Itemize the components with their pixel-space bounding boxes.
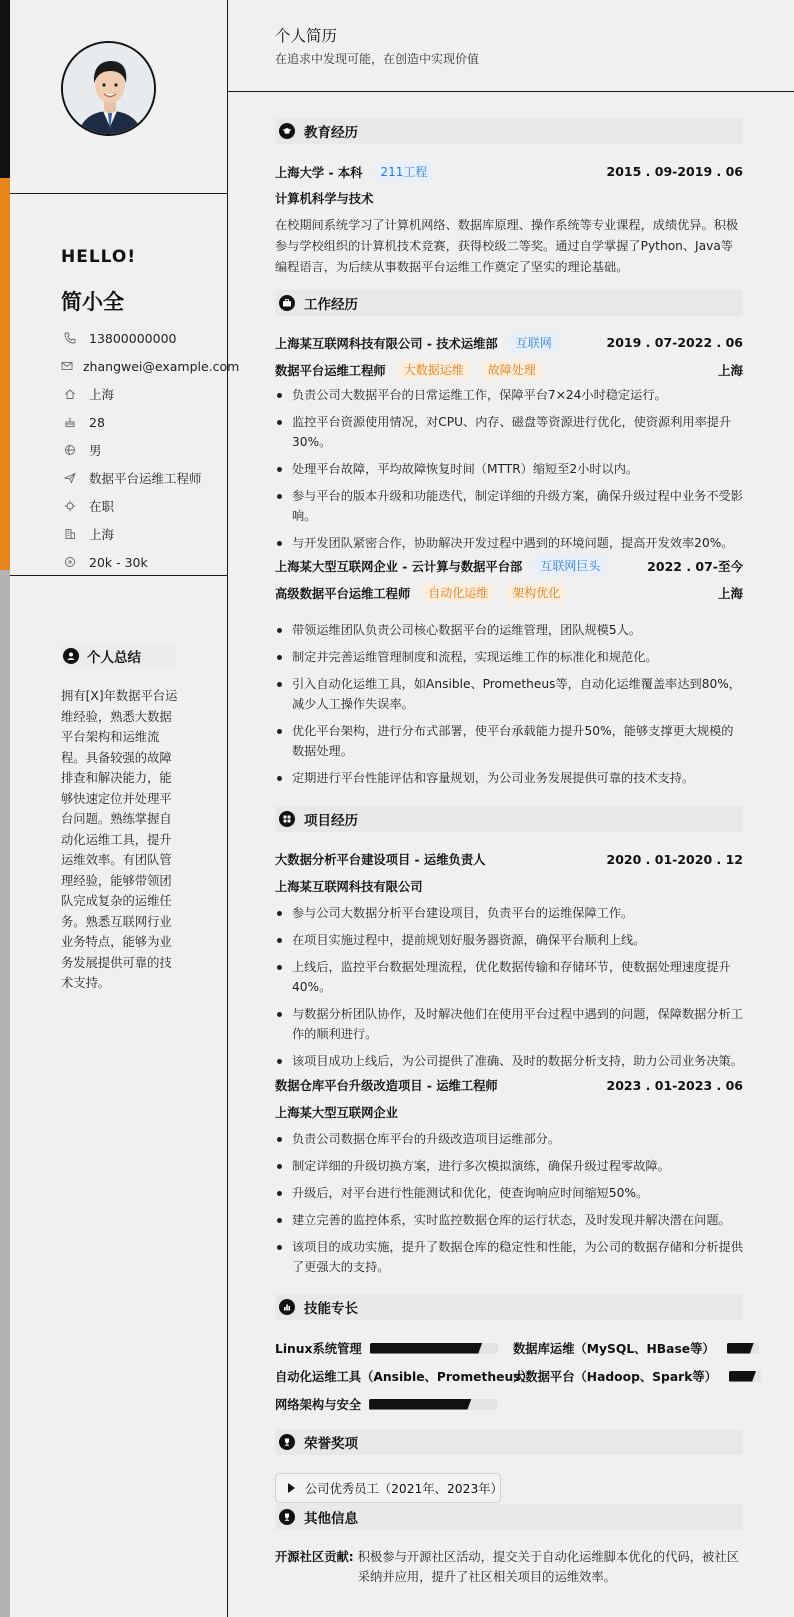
education-school-row <box>275 162 743 181</box>
trophy-icon <box>279 1509 295 1525</box>
user-icon <box>63 648 79 664</box>
skill-bar-fill <box>727 1343 754 1354</box>
page-subtitle: 在追求中发现可能，在创造中实现价值 <box>275 52 480 66</box>
info-text: 数据平台运维工程师 <box>89 471 202 486</box>
info-status <box>61 492 226 520</box>
list-item: 参与平台的版本升级和功能迭代，制定详细的升级方案，确保升级过程中业务不受影响。 <box>275 486 745 526</box>
sidebar-stripe-orange <box>0 178 10 570</box>
skill-item <box>275 1339 498 1357</box>
skills-heading <box>275 1294 743 1320</box>
salary-icon <box>61 555 79 569</box>
info-text: 上海 <box>89 527 115 542</box>
work-heading-text: 工作经历 <box>304 297 358 313</box>
other-info <box>275 1547 745 1587</box>
header-divider <box>228 91 794 92</box>
info-gender <box>61 436 226 464</box>
award-item[interactable] <box>275 1473 501 1503</box>
education-major: 计算机科学与技术 <box>275 192 374 206</box>
chart-icon <box>279 1299 295 1315</box>
skill-name: 自动化运维工具（Ansible、Prometheus） <box>275 1370 533 1384</box>
list-item: 制定详细的升级切换方案，进行多次模拟演练，确保升级过程零故障。 <box>275 1156 745 1176</box>
info-text: 男 <box>89 443 102 458</box>
info-age <box>61 408 226 436</box>
list-item: 参与公司大数据分析平台建设项目，负责平台的运维保障工作。 <box>275 903 745 923</box>
list-item: 与数据分析团队协作，及时解决他们在使用平台过程中遇到的问题，保障数据分析工作的顺利进行。 <box>275 1004 745 1044</box>
school-name: 上海大学 - 本科 <box>275 165 363 180</box>
info-location <box>61 380 226 408</box>
job-company: 上海某大型互联网企业 - 云计算与数据平台部 <box>275 559 523 574</box>
sidebar-divider-top <box>10 193 228 194</box>
info-text: 13800000000 <box>89 330 177 346</box>
job-company-tag: 互联网 <box>510 333 558 352</box>
list-item: 引入自动化运维工具，如Ansible、Prometheus等，自动化运维覆盖率达到80%，减少人工操作失误率。 <box>275 674 745 714</box>
job-company-row <box>275 556 743 575</box>
school-tag: 211工程 <box>374 162 433 181</box>
project-name: 大数据分析平台建设项目 - 运维负责人 <box>275 853 486 867</box>
projects-heading-text: 项目经历 <box>304 813 358 829</box>
summary-heading-text: 个人总结 <box>87 650 141 666</box>
summary-heading <box>61 645 176 667</box>
skill-bar-fill <box>369 1399 471 1410</box>
award-text: 公司优秀员工（2021年、2023年） <box>305 1482 503 1496</box>
project-org: 上海某大型互联网企业 <box>275 1106 398 1120</box>
other-heading <box>275 1504 743 1530</box>
work-heading <box>275 290 743 316</box>
phone-icon <box>61 331 79 345</box>
info-email <box>61 352 240 380</box>
job-tag: 自动化运维 <box>422 583 494 602</box>
info-text: 在职 <box>89 499 115 514</box>
cake-icon <box>61 415 79 429</box>
skill-item <box>513 1367 761 1385</box>
job-role: 数据平台运维工程师 <box>275 363 386 378</box>
list-item: 带领运维团队负责公司核心数据平台的运维管理，团队规模5人。 <box>275 620 745 640</box>
job-company-row <box>275 333 743 352</box>
send-icon <box>61 471 79 485</box>
skill-name: Linux系统管理 <box>275 1342 362 1356</box>
other-text: 积极参与开源社区活动，提交关于自动化运维脚本优化的代码，被社区采纳并应用，提升了社区相关项目的运维效率。 <box>357 1550 739 1584</box>
job-bullets <box>275 385 745 560</box>
briefcase-icon <box>279 295 295 311</box>
job-company: 上海某互联网科技有限公司 - 技术运维部 <box>275 336 498 351</box>
skill-name: 网络架构与安全 <box>275 1398 362 1412</box>
building-icon <box>61 527 79 541</box>
job-tag: 大数据运维 <box>398 360 470 379</box>
avatar <box>61 41 156 136</box>
list-item: 负责公司数据仓库平台的升级改造项目运维部分。 <box>275 1129 745 1149</box>
info-phone <box>61 324 226 352</box>
info-text: zhangwei@example.com <box>83 358 240 374</box>
awards-heading <box>275 1429 743 1455</box>
summary-text: 拥有[X]年数据平台运维经验，熟悉大数据平台架构和运维流程。具备较强的故障排查和解决能力，能够快速定位并处理平台问题。熟练掌握自动化运维工具，提升运维效率。有团队管理经验，能够带领团队完成复杂的运维任务。熟悉互联网行业业务特点，能够为业务发展提供可靠的技术支持。 <box>61 689 178 990</box>
job-company-tag: 互联网巨头 <box>534 556 606 575</box>
job-date: 2022 . 07-至今 <box>647 558 743 574</box>
list-item: 优化平台架构，进行分布式部署，使平台承载能力提升50%，能够支撑更大规模的数据处理。 <box>275 721 745 761</box>
education-description: 在校期间系统学习了计算机网络、数据库原理、操作系统等专业课程，成绩优异。积极参与学校组织的计算机技术竞赛，获得校级二等奖。通过自学掌握了Python、Java等编程语言，为后续从事数据平台运维工作奠定了坚实的理论基础。 <box>275 218 739 274</box>
job-role-row <box>275 583 743 602</box>
info-city <box>61 520 226 548</box>
caret-right-icon <box>288 1483 295 1493</box>
skill-bar-fill <box>370 1343 483 1354</box>
sidebar-stripe-gray <box>0 570 10 1617</box>
project-bullets <box>275 903 745 1078</box>
status-icon <box>61 499 79 513</box>
project-bullets <box>275 1129 745 1284</box>
list-item: 监控平台资源使用情况，对CPU、内存、磁盘等资源进行优化，使资源利用率提升30%。 <box>275 412 745 452</box>
project-date: 2020 . 01-2020 . 12 <box>606 851 743 867</box>
education-heading <box>275 118 743 144</box>
project-org-row <box>275 1103 743 1121</box>
job-city: 上海 <box>717 362 743 378</box>
list-item: 建立完善的监控体系，实时监控数据仓库的运行状态，及时发现并解决潜在问题。 <box>275 1210 745 1230</box>
list-item: 与开发团队紧密合作，协助解决开发过程中遇到的环境问题，提高开发效率20%。 <box>275 533 745 553</box>
skill-name: 数据库运维（MySQL、HBase等） <box>513 1342 715 1356</box>
gender-icon <box>61 443 79 457</box>
list-item: 该项目的成功实施，提升了数据仓库的稳定性和性能，为公司的数据存储和分析提供了更强大的支持。 <box>275 1237 745 1277</box>
info-position <box>61 464 226 492</box>
mail-icon <box>61 359 73 373</box>
candidate-name: 简小全 <box>61 290 124 314</box>
hello-heading: HELLO! <box>61 247 137 267</box>
skill-bar <box>729 1371 761 1382</box>
job-city: 上海 <box>717 585 743 601</box>
list-item: 在项目实施过程中，提前规划好服务器资源，确保平台顺利上线。 <box>275 930 745 950</box>
job-bullets <box>275 620 745 795</box>
other-heading-text: 其他信息 <box>304 1511 358 1527</box>
list-item: 该项目成功上线后，为公司提供了准确、及时的数据分析支持，助力公司业务决策。 <box>275 1051 745 1071</box>
project-date: 2023 . 01-2023 . 06 <box>606 1077 743 1093</box>
skill-bar-fill <box>729 1371 756 1382</box>
skill-bar <box>370 1343 498 1354</box>
list-item: 升级后，对平台进行性能测试和优化，使查询响应时间缩短50%。 <box>275 1183 745 1203</box>
project-name: 数据仓库平台升级改造项目 - 运维工程师 <box>275 1079 498 1093</box>
list-item: 处理平台故障，平均故障恢复时间（MTTR）缩短至2小时以内。 <box>275 459 745 479</box>
info-text: 28 <box>89 414 105 430</box>
info-text: 20k - 30k <box>89 554 148 570</box>
education-heading-text: 教育经历 <box>304 125 358 141</box>
trophy-icon <box>279 1434 295 1450</box>
other-label: 开源社区贡献: <box>275 1550 354 1564</box>
job-tag: 架构优化 <box>506 583 566 602</box>
skill-item <box>275 1367 533 1385</box>
list-item: 定期进行平台性能评估和容量规划，为公司业务发展提供可靠的技术支持。 <box>275 768 745 788</box>
column-divider <box>227 0 228 1617</box>
graduation-cap-icon <box>279 123 295 139</box>
skill-item <box>275 1395 497 1413</box>
skills-heading-text: 技能专长 <box>304 1301 358 1317</box>
list-item: 制定并完善运维管理制度和流程，实现运维工作的标准化和规范化。 <box>275 647 745 667</box>
awards-heading-text: 荣誉奖项 <box>304 1436 358 1452</box>
contact-info-list <box>61 324 240 576</box>
job-role: 高级数据平台运维工程师 <box>275 586 411 601</box>
grid-icon <box>279 811 295 827</box>
job-role-row <box>275 360 743 379</box>
education-major-row <box>275 189 743 207</box>
project-org: 上海某互联网科技有限公司 <box>275 880 423 894</box>
project-title-row <box>275 850 743 868</box>
sidebar-stripe-black <box>0 0 10 178</box>
skill-item <box>513 1339 759 1357</box>
info-text: 上海 <box>89 387 115 402</box>
home-icon <box>61 387 79 401</box>
job-date: 2019 . 07-2022 . 06 <box>606 335 743 350</box>
list-item: 上线后，监控平台数据处理流程，优化数据传输和存储环节，使数据处理速度提升40%。 <box>275 957 745 997</box>
projects-heading <box>275 806 743 832</box>
project-title-row <box>275 1076 743 1094</box>
skill-bar <box>369 1399 497 1410</box>
skill-bar <box>727 1343 759 1354</box>
skill-name: 大数据平台（Hadoop、Spark等） <box>513 1370 717 1384</box>
project-org-row <box>275 877 743 895</box>
job-tag: 故障处理 <box>482 360 542 379</box>
education-date: 2015 . 09-2019 . 06 <box>606 164 743 179</box>
list-item: 负责公司大数据平台的日常运维工作，保障平台7×24小时稳定运行。 <box>275 385 745 405</box>
info-salary <box>61 548 226 576</box>
page-title: 个人简历 <box>275 27 338 45</box>
